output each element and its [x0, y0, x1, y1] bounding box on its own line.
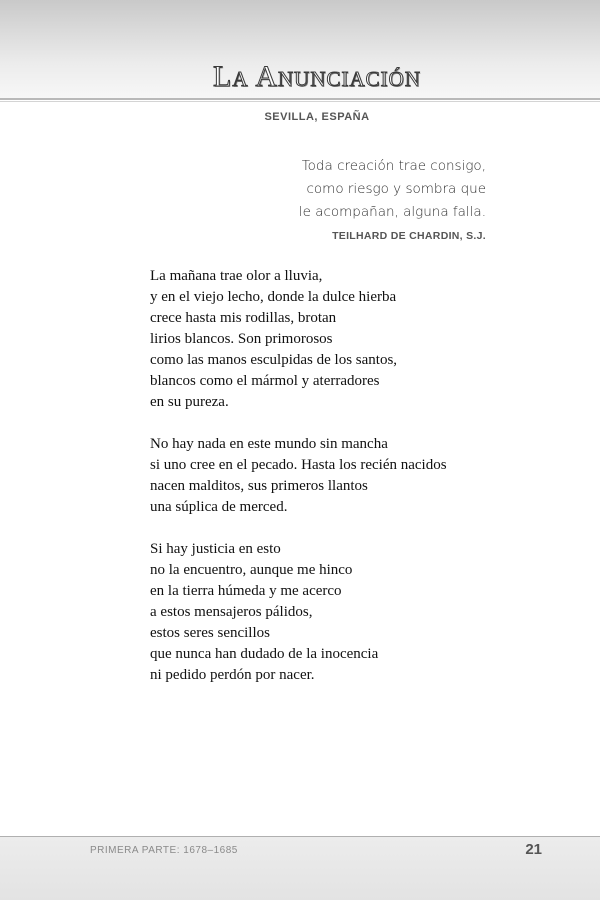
verse-line: una súplica de merced.	[150, 499, 288, 515]
verse-line: lirios blancos. Son primorosos	[150, 331, 333, 347]
verse-line: No hay nada en este mundo sin mancha	[150, 436, 388, 452]
epigraph-line: como riesgo y sombra que	[306, 181, 486, 197]
page-number: 21	[525, 841, 542, 858]
verse-line: nacen malditos, sus primeros llantos	[150, 478, 368, 494]
verse-line: si uno cree en el pecado. Hasta los recién nacidos	[150, 457, 447, 473]
verse-line: blancos como el mármol y aterradores	[150, 373, 380, 389]
epigraph-author: TEILHARD DE CHARDIN, S.J.	[332, 230, 486, 242]
header-rule	[0, 98, 600, 100]
running-footer: PRIMERA PARTE: 1678–1685	[90, 845, 238, 856]
verse-line: en la tierra húmeda y me acerco	[150, 583, 342, 599]
verse-line: ni pedido perdón por nacer.	[150, 667, 315, 683]
verse-line: estos seres sencillos	[150, 625, 270, 641]
verse-line: no la encuentro, aunque me hinco	[150, 562, 353, 578]
verse-line: que nunca han dudado de la inocencia	[150, 646, 379, 662]
stanza-2	[150, 434, 447, 518]
verse-line: y en el viejo lecho, donde la dulce hierba	[150, 289, 397, 305]
verse-line: a estos mensajeros pálidos,	[150, 604, 313, 620]
verse-line: Si hay justicia en esto	[150, 541, 281, 557]
poem-title: La Anunciación	[213, 60, 421, 93]
epigraph-line: le acompañan, alguna falla.	[298, 204, 486, 220]
epigraph	[299, 155, 486, 242]
header-rule-secondary	[0, 101, 600, 102]
epigraph-line: Toda creación trae consigo,	[301, 158, 486, 174]
verse-line: La mañana trae olor a lluvia,	[150, 268, 323, 284]
verse-line: como las manos esculpidas de los santos,	[150, 352, 398, 368]
verse-line: crece hasta mis rodillas, brotan	[150, 310, 337, 326]
poem-location: SEVILLA, ESPAÑA	[264, 111, 370, 123]
stanza-1	[150, 266, 447, 413]
poem-body	[150, 266, 447, 707]
verse-line: en su pureza.	[150, 394, 229, 410]
stanza-3	[150, 539, 447, 686]
